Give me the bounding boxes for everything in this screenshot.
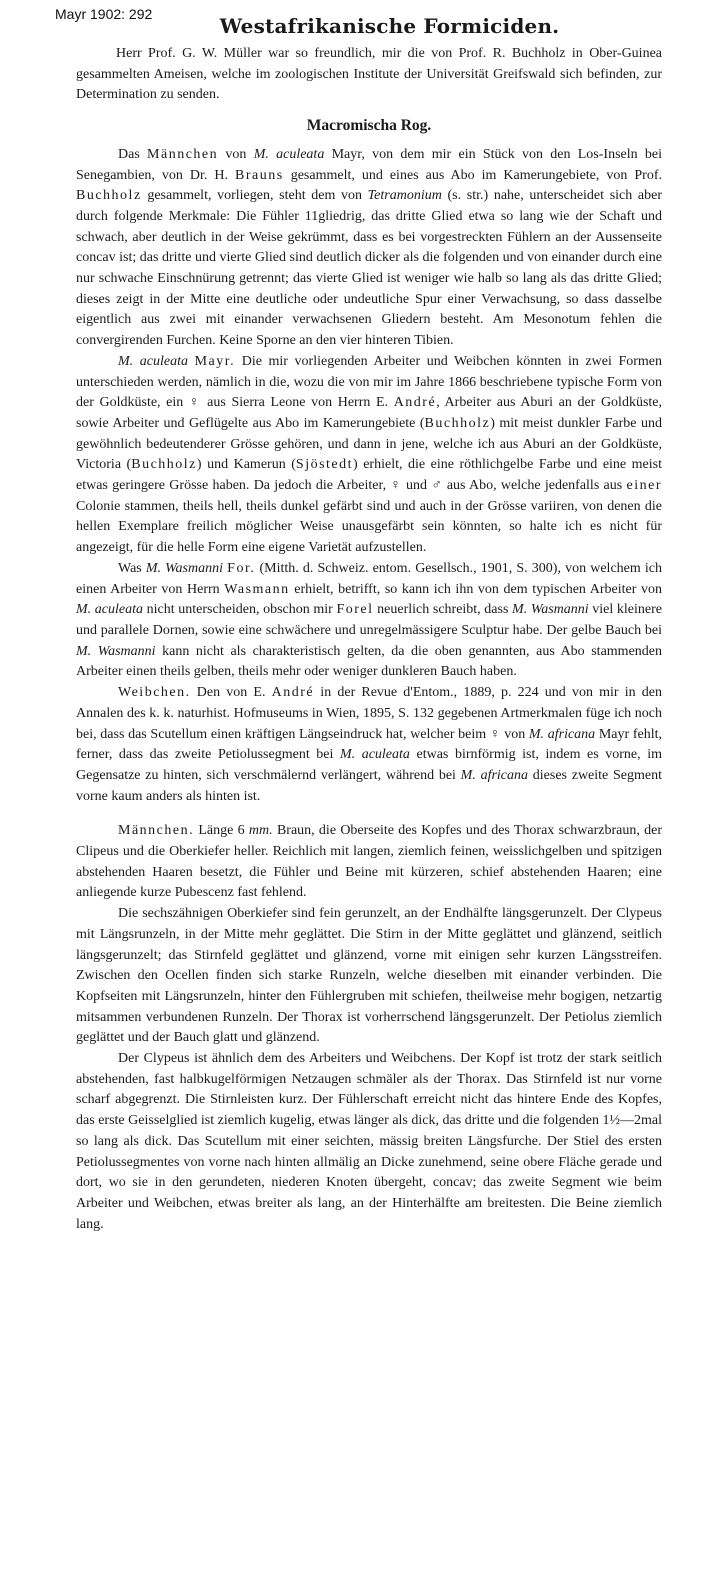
paragraph-sculpture: Die sechszähnigen Oberkiefer sind fein gerunzelt, an der Endhälfte längsgerunzelt. Der Clypeus mit Längsrunzeln, in der Mitte mehr geglättet. Die Stirn in der Mitte geglättet und glänzend, seitlich längsgerunzelt; das Stirnfeld geglättet und glänzend, vorne mit einigen sehr kurzen Längsstreifen. Zwischen den Ocellen finden sich starke Runzeln, welche dieselben mit einander verbinden. Die Kopfseiten mit Längsrunzeln, hinter den Fühlergruben mit schiefen, theilweise mehr bogigen, netzartig mitsammen verbundenen Runzeln. Der Thorax ist vorherrschend längsgerunzelt. Der Petiolus ziemlich geglättet und der Bauch glatt und glänzend. [76,906,662,1046]
paragraph-male-description: Das Männchen von M. aculeata Mayr, von dem mir ein Stück von den Los-Inseln bei Senegambien, von Dr. H. Brauns gesammelt, und eines aus Abo im Kamerungebiete, von Prof. Buchholz gesammelt, vorliegen, steht dem von Tetramonium (s. str.) nahe, unterscheidet sich aber durch folgende Merkmale: Die Fühler 11gliedrig, das dritte Glied etwa so lang wie der Schaft und schwach, aber deutlich in der Weise gekrümmt, dass es bei vorgestreckten Fühlern an der Aussenseite concav ist; das dritte und vierte Glied sind deutlich dicker als die folgenden und von einander durch eine nur schwache Einschnürung getrennt; das vierte Glied ist weniger wie halb so lang als das dritte Glied; dieses zeigt in der Mitte eine deutliche oder undeutliche Spur einer Verwachsung, so dass dasselbe eigentlich aus zwei mit einander verwachsenen Gliedern besteht. Am Mesonotum fehlen die convergirenden Furchen. Keine Sporne an den vier hinteren Tibien. [76,146,663,349]
section-heading: Macromischa Rog. [306,117,432,135]
paragraph-structure: Der Clypeus ist ähnlich dem des Arbeiters und Weibchens. Der Kopf ist trotz der stark seitlich abstehenden, fast halbkugelförmigen Netzaugen schmäler als der Thorax. Das Stirnfeld ist nur vorne scharf abgegrenzt. Die Stirnleisten kurz. Der Fühlerschaft erreicht nicht das hintere Ende des Kopfes, das erste Geisselglied ist ziemlich kugelig, etwas länger als dick, das dritte und die folgenden 1½—2mal so lang als dick. Das Scutellum mit einer seichten, mässig breiten Längsfurche. Der Stiel des ersten Petiolussegmentes von vorne nach hinten allmälig an Dicke zunehmend, seine obere Fläche gerade und dort, wo sie in den gerundeten, niederen Knoten übergeht, concav; das zweite Segment wie beim Arbeiter und Weibchen, etwas breiter als lang, an der Hinterhälfte am breitesten. Die Beine ziemlich lang. [76,1051,662,1232]
citation-label: Mayr 1902: 292 [55,6,153,22]
article-body [76,44,662,1235]
intro-paragraph: Herr Prof. G. W. Müller war so freundlich, mir die von Prof. R. Buchholz in Ober-Guinea gesammelten Ameisen, welche im zoologischen Institute der Universität Greifswald sich befinden, zur Determination zu senden. [76,46,662,103]
paragraph-wasmanni: Was M. Wasmanni For. (Mitth. d. Schweiz. entom. Gesellsch., 1901, S. 300), von welchem ich einen Arbeiter von Herrn Wasmann erhielt, betrifft, so kann ich ihn von dem typischen Arbeiter von M. aculeata nicht unterscheiden, obschon mir Forel neuerlich schreibt, dass M. Wasmanni viel kleinere und parallele Dornen, sowie eine schwächere und unregelmässigere Sculptur habe. Der gelbe Bauch bei M. Wasmanni kann nicht als charakteristisch gelten, da die oben genannten, aus Abo stammenden Arbeiter einen theils gelben, theils mehr oder weniger dunkleren Bauch haben. [76,560,662,680]
paragraph-female: Weibchen. Den von E. André in der Revue d'Entom., 1889, p. 224 und von mir in den Annalen des k. k. naturhist. Hofmuseums in Wien, 1895, S. 132 gegebenen Artmerkmalen füge ich noch bei, dass das Scutellum einen kräftigen Längseindruck hat, welcher beim ♀ von M. africana Mayr fehlt, ferner, dass das zweite Petiolussegment bei M. aculeata etwas birnförmig ist, indem es vorne, im Gegensatze zu hinten, sich verschmälernd verlängert, während bei M. africana dieses zweite Segment vorne kaum anders als hinten ist. [76,685,663,804]
paragraph-aculeata: M. aculeata Mayr. Die mir vorliegenden Arbeiter und Weibchen könnten in zwei Formen unterschieden werden, nämlich in die, wozu die von mir im Jahre 1866 beschriebene typische Form von der Goldküste, ein ♀ aus Sierra Leone von Herrn E. André, Arbeiter aus Aburi an der Goldküste, sowie Arbeiter und Geflügelte aus Abo im Kamerungebiete (Buchholz) mit meist dunkler Farbe und gewöhnlich bedeutenderer Grösse gehören, und dann in jene, welche ich aus Aburi an der Goldküste, Victoria (Buchholz) und Kamerun (Sjöstedt) erhielt, die eine röthlichgelbe Farbe und eine meist etwas geringere Grösse haben. Da jedoch die Arbeiter, ♀ und ♂ aus Abo, welche jedenfalls aus einer Colonie stammen, theils hell, theils dunkel gefärbt sind und auch in der Grösse variiren, von denen die hellen Exemplare freilich möglicher Weise unausgefärbt sein könnten, so halte ich es nicht für angezeigt, für die helle Form eine eigene Varietät aufzustellen. [76,353,663,556]
paragraph-male-length: Männchen. Länge 6 mm. Braun, die Oberseite des Kopfes und des Thorax schwarzbraun, der Clipeus und die Oberkiefer heller. Reichlich mit langen, ziemlich feinen, weisslichgelben und spitzigen abstehenden Haaren besetzt, die Fühler und Beine mit kürzeren, schief abstehenden Haaren; eine anliegende kurze Pubescenz fast fehlend. [76,823,662,901]
page-title: Westafrikanische Formiciden. [219,14,560,38]
